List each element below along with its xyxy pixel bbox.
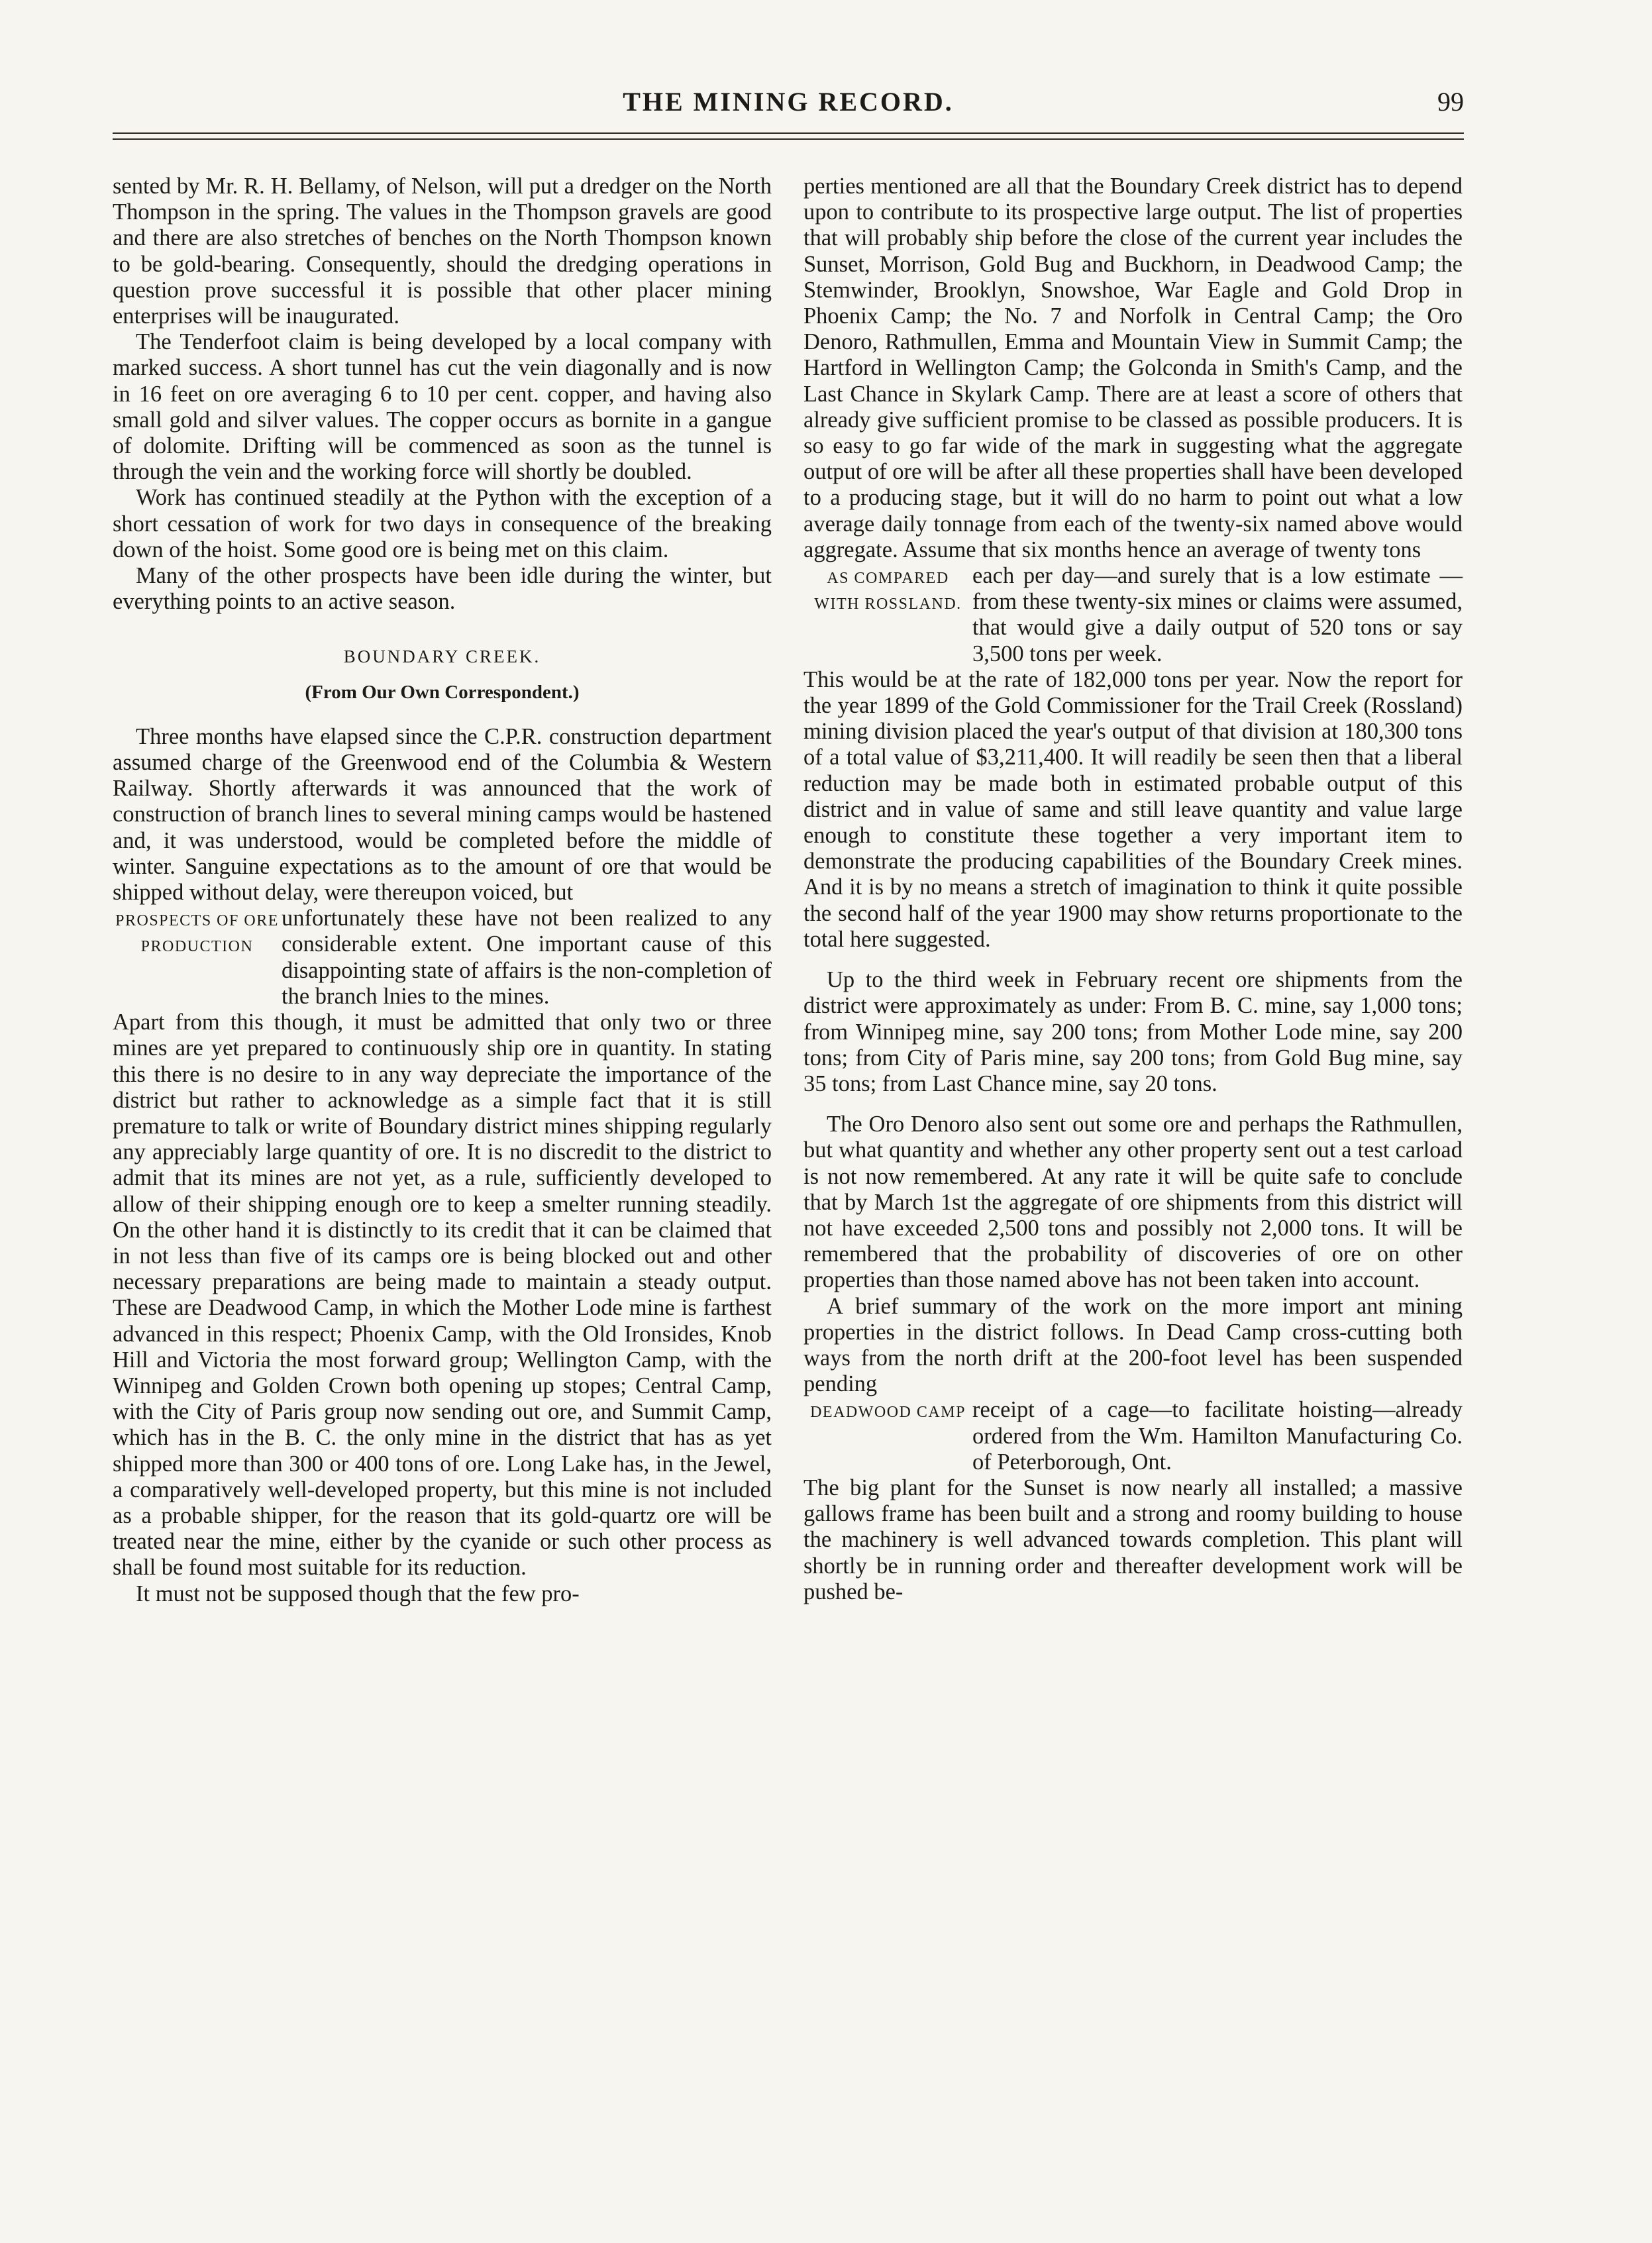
sidenote-prospects: PROSPECTS OF ORE PRODUCTION: [115, 912, 279, 956]
sidenote-deadwood: DEADWOOD CAMP: [810, 1404, 966, 1422]
paragraph: This would be at the rate of 182,000 tons per year. Now the report for the year 1899 of the Gold Commissioner for the Trail Creek (Rossland) mining division placed the year's output of that division at 180,300 tons of a total value of $3,211,400. It will readily be seen then that a liberal reduction may be made both in estimated probable output of this district and in value of same and still leave quantity and value large enough to constitute these together a very important item to demonstrate the producing capabilities of the Boundary Creek mines. And it is by no means a stretch of imagination to think it quite possible the second half of the year 1900 may show returns proportionate to the total here suggested.: [803, 666, 1463, 952]
inset-text: unfortunately these have not been realized to any considerable extent. One important cause of this disappointing state of affairs is the non-completion of the branch lnies to the mines.: [282, 906, 772, 1009]
running-title: THE MINING RECORD.: [623, 87, 954, 117]
paragraph: A brief summary of the work on the more import ant mining properties in the district follows. In Dead Camp cross-cutting both ways from the north drift at the 200-foot level has been suspended pending: [803, 1293, 1463, 1397]
spacer: [803, 953, 1463, 967]
inset-text: receipt of a cage—to facilitate hoisting—already ordered from the Wm. Hamilton Manufacturing Co. of Peterborough, Ont.: [972, 1397, 1463, 1475]
paragraph: Apart from this though, it must be admitted that only two or three mines are yet prepared to continuously ship ore in quantity. In stating this there is no desire to in any way depreciate the importance of the district but rather to acknowledge as a simple fact that it is still premature to talk or write of Boundary district mines shipping regularly any appreciably large quantity of ore. It is no discredit to the district to admit that its mines are not yet, as a rule, sufficiently developed to allow of their shipping enough ore to keep a smelter running steadily. On the other hand it is distinctly to its credit that it can be claimed that in not less than five of its camps ore is being blocked out and other necessary preparations are being made to maintain a steady output. These are Deadwood Camp, in which the Mother Lode mine is farthest advanced in this respect; Phoenix Camp, with the Old Ironsides, Knob Hill and Victoria the most forward group; Wellington Camp, with the Winnipeg and Golden Crown both opening up stopes; Central Camp, with the City of Paris group now sending out ore, and Summit Camp, which has in the B. C. the only mine in the district that has as yet shipped more than 300 or 400 tons of ore. Long Lake has, in the Jewel, a comparatively well-developed property, but this mine is not included as a probable shipper, for the reason that its gold-quartz ore will be treated near the mine, either by the cyanide or such other process as shall be found most suitable for its reduction.: [113, 1010, 772, 1581]
paragraph: The Oro Denoro also sent out some ore and perhaps the Rathmullen, but what quantity and whether any other property sent out a test carload is not now remembered. At any rate it will be quite safe to conclude that by March 1st the aggregate of ore shipments from this district will not have exceeded 2,500 tons and possibly not 2,000 tons. It will be remembered that the probability of discoveries of ore on other properties than those named above has not been taken into account.: [803, 1112, 1463, 1293]
section-heading: BOUNDARY CREEK.: [343, 647, 541, 667]
left-column: [113, 174, 772, 1607]
paragraph: Work has continued steadily at the Python with the exception of a short cessation of work for two days in consequence of the breaking down of the hoist. Some good ore is being met on this claim.: [113, 485, 772, 562]
sidenote-block: [803, 1397, 1463, 1475]
paragraph: The big plant for the Sunset is now nearly all installed; a massive gallows frame has been built and a strong and roomy building to house the machinery is well advanced towards completion. This plant will shortly be in running order and thereafter development work will be pushed be-: [803, 1475, 1463, 1604]
paragraph: The Tenderfoot claim is being developed by a local company with marked success. A short tunnel has cut the vein diagonally and is now in 16 feet on ore averaging 6 to 10 per cent. copper, and having also small gold and silver values. The copper occurs as bornite in a gangue of dolomite. Drifting will be commenced as soon as the tunnel is through the vein and the working force will shortly be doubled.: [113, 329, 772, 485]
header-rule-bottom: [113, 138, 1464, 140]
sidenote-rossland: AS COMPARED WITH ROSSLAND.: [814, 570, 962, 613]
paragraph: It must not be supposed though that the few pro-: [136, 1581, 580, 1606]
paragraph: sented by Mr. R. H. Bellamy, of Nelson, will put a dredger on the North Thompson in the spring. The values in the Thompson gravels are good and there are also stretches of benches on the North Thompson known to be gold-bearing. Consequently, should the dredging operations in question prove successful it is possible that other placer mining enterprises will be inaugurated.: [113, 174, 772, 329]
paragraph: Three months have elapsed since the C.P.R. construction department assumed charge of the Greenwood end of the Columbia & Western Railway. Shortly afterwards it was announced that the work of construction of branch lines to several mining camps would be hastened and, it was understood, would be completed before the middle of winter. Sanguine expectations as to the amount of ore that would be shipped without delay, were thereupon voiced, but: [113, 723, 772, 906]
sidenote-block: [803, 563, 1463, 667]
page-number: 99: [1437, 87, 1464, 117]
right-column: [803, 174, 1463, 1605]
inset-text: each per day—and surely that is a low estimate — from these twenty-six mines or claims were assumed, that would give a daily output of 520 tons or say 3,500 tons per week.: [972, 563, 1463, 666]
paragraph: perties mentioned are all that the Boundary Creek district has to depend upon to contribute to its prospective large output. The list of properties that will probably ship before the close of the current year includes the Sunset, Morrison, Gold Bug and Buckhorn, in Deadwood Camp; the Stemwinder, Brooklyn, Snowshoe, War Eagle and Gold Drop in Phoenix Camp; the No. 7 and Norfolk in Central Camp; the Oro Denoro, Rathmullen, Emma and Mountain View in Summit Camp; the Hartford in Wellington Camp; the Golconda in Smith's Camp, and the Last Chance in Skylark Camp. There are at least a score of others that already give sufficient promise to be classed as possible producers. It is so easy to go far wide of the mark in suggesting what the aggregate output of ore will be after all these properties shall have been developed to a producing stage, but it will do no harm to point out what a low average daily tonnage from each of the twenty-six named above would aggregate. Assume that six months hence an average of twenty tons: [803, 174, 1463, 562]
page-header: [113, 86, 1464, 126]
paragraph: Many of the other prospects have been idle during the winter, but everything points to an active season.: [113, 563, 772, 615]
sidenote-block: [113, 906, 772, 1010]
paragraph: Up to the third week in February recent ore shipments from the district were approximately as under: From B. C. mine, say 1,000 tons; from Winnipeg mine, say 200 tons; from Mother Lode mine, say 200 tons; from City of Paris mine, say 200 tons; from Gold Bug mine, say 35 tons; from Last Chance mine, say 20 tons.: [803, 967, 1463, 1096]
byline: (From Our Own Correspondent.): [305, 681, 580, 703]
header-rule-top: [113, 132, 1464, 134]
spacer: [803, 1097, 1463, 1112]
